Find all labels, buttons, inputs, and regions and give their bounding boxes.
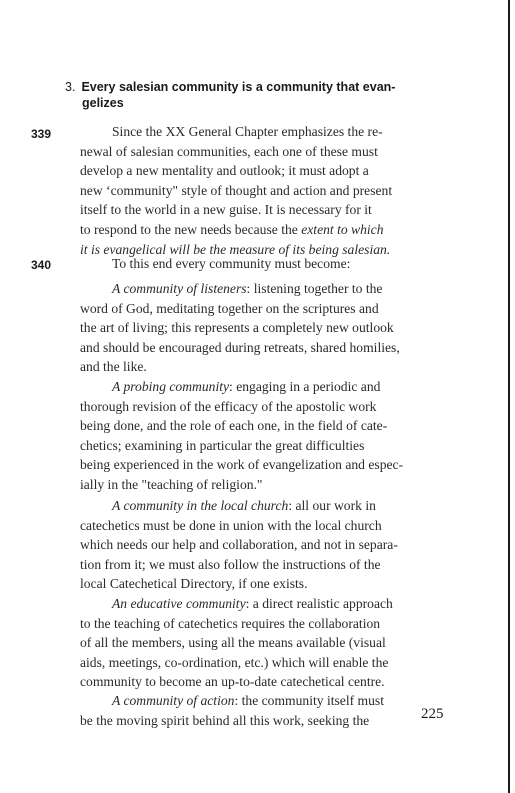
- text-line: tion from it; we must also follow the instructions of the: [80, 556, 381, 572]
- item-term: A probing community: [112, 379, 230, 394]
- item-community-of-action: [80, 691, 441, 730]
- text-line: local Catechetical Directory, if one exists.: [80, 576, 308, 592]
- paragraph-340-intro: To this end every community must become:: [112, 256, 351, 271]
- item-community-of-listeners: [80, 279, 441, 377]
- text-line: being done, and the role of each one, in the field of cate-: [80, 418, 388, 434]
- text-line: Since the XX General Chapter emphasizes the re-: [112, 124, 383, 139]
- text-line: aids, meetings, co-ordination, etc.) which will enable the: [80, 654, 389, 670]
- text-line: of all the members, using all the means available (visual: [80, 635, 386, 651]
- item-first-line: : a direct realistic approach: [245, 596, 393, 611]
- paragraph-339: [80, 122, 441, 259]
- margin-number-339: 339: [31, 127, 52, 141]
- page-edge-line: [508, 0, 510, 793]
- item-first-line: : the community itself must: [234, 693, 384, 708]
- text-line: ially in the "teaching of religion.": [80, 476, 263, 492]
- page-number: 225: [421, 706, 444, 722]
- text-line: be the moving spirit behind all this work, seeking the: [80, 712, 370, 728]
- text-line: and the like.: [80, 359, 147, 375]
- item-term: A community in the local church: [112, 498, 289, 513]
- text-line: which needs our help and collaboration, and not in separa-: [80, 537, 398, 553]
- item-first-line: : listening together to the: [246, 281, 383, 296]
- item-probing-community: [80, 377, 441, 495]
- item-term: A community of action: [112, 693, 235, 708]
- text-line: the art of living; this represents a completely new outlook: [80, 320, 394, 336]
- text-line: word of God, meditating together on the scriptures and: [80, 300, 379, 316]
- item-community-in-local-church: [80, 496, 441, 594]
- text-line: develop a new mentality and outlook; it must adopt a: [80, 163, 369, 179]
- italic-phrase: it is evangelical will be the measure of its being salesian.: [80, 241, 391, 257]
- item-first-line: : all our work in: [288, 498, 376, 513]
- text-line: newal of salesian communities, each one of these must: [80, 143, 378, 159]
- section-title-line2: gelizes: [82, 96, 124, 110]
- item-term: A community of listeners: [112, 281, 247, 296]
- italic-phrase: extent to which: [301, 221, 384, 237]
- text-line: catechetics must be done in union with the local church: [80, 517, 382, 533]
- item-first-line: : engaging in a periodic and: [229, 379, 381, 394]
- text-line: chetics; examining in particular the great difficulties: [80, 437, 365, 453]
- section-title-line1: Every salesian community is a community that evan-: [81, 80, 396, 94]
- section-number: 3.: [65, 80, 76, 94]
- paragraph-340: [80, 254, 441, 274]
- item-term: An educative community: [112, 596, 246, 611]
- text-line: thorough revision of the efficacy of the apostolic work: [80, 398, 377, 414]
- text-line: to the teaching of catechetics requires the collaboration: [80, 615, 381, 631]
- margin-number-340: 340: [31, 258, 52, 272]
- text-line: community to become an up-to-date catechetical centre.: [80, 674, 385, 690]
- text-line: to respond to the new needs because the: [80, 221, 298, 237]
- text-line: new ‘community" style of thought and action and present: [80, 182, 393, 198]
- section-heading: [65, 79, 445, 111]
- text-line: and should be encouraged during retreats, shared homilies,: [80, 339, 400, 355]
- text-line: being experienced in the work of evangelization and espec-: [80, 457, 404, 473]
- text-line: itself to the world in a new guise. It is necessary for it: [80, 202, 372, 218]
- item-educative-community: [80, 594, 441, 692]
